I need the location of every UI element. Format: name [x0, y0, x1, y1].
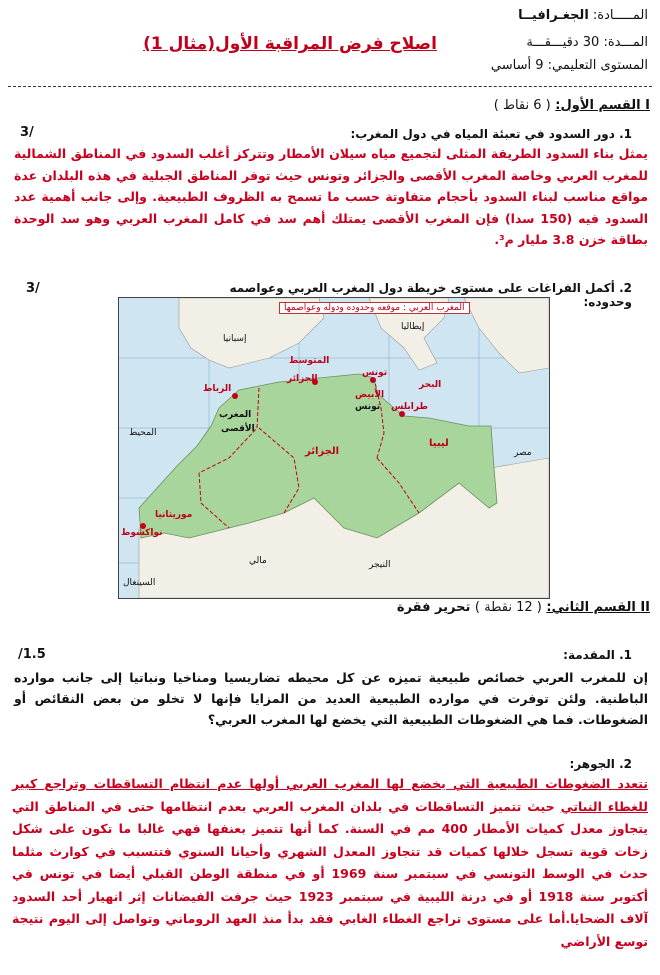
map-label-spain: إسبانيا: [223, 334, 247, 344]
part1-q2-score: 3/: [26, 281, 40, 296]
map-label-senegal: السينغال: [123, 578, 156, 588]
part1-heading: [350, 98, 650, 113]
part1-q1-label: 1. دور السدود في تعبئة المياه في دول المغرب:: [350, 127, 632, 141]
part1-q1-score: 3/: [20, 125, 34, 140]
subject-label: المـــــادة:: [592, 8, 648, 23]
map-label-niger: النيجر: [369, 560, 391, 570]
part2-heading-text: II القسم الثاني:: [546, 600, 650, 615]
map-label-morocco-2: الأقصى: [221, 424, 255, 434]
map-label-tunisia: تونس: [355, 402, 381, 412]
part2-q1-label: 1. المقدمة:: [563, 648, 632, 662]
header-subject: [448, 8, 648, 23]
map-label-egypt: مصر: [514, 448, 532, 458]
balkans-land: [464, 298, 549, 373]
map-label-tunis-capital: تونس: [362, 368, 388, 378]
map-label-white-sea-1: البحر: [419, 380, 442, 390]
map-label-white-sea-2: الأبيض: [355, 390, 385, 400]
map-label-mali: مالي: [249, 556, 267, 566]
map-label-rabat: الرباط: [203, 384, 232, 394]
map-label-libya: ليبيا: [429, 438, 449, 449]
part1-heading-text: I القسم الأول:: [555, 98, 650, 113]
maghreb-map: [118, 297, 550, 599]
part2-q1-score: /1.5: [18, 647, 46, 662]
page-title: اصلاح فرض المراقبة الأول(مثال 1): [143, 34, 437, 54]
part2-points: ( 12 نقطة ): [474, 600, 542, 615]
map-title: المغرب العربي : موقعه وحدوده ودوله وعواصمها: [279, 302, 470, 314]
subject-value: الجغـرافيــا: [518, 8, 589, 23]
part1-q1-answer: يمثل بناء السدود الطريقة المثلى لتجميع مياه سيلان الأمطار وتتركز أغلب السدود في المناطق الشمالية للمغرب العربي وخاصة المغرب الأقصى والجزائر وتونس حيث توفر المناطق الجبلية في هذه البلدان عدة مواقع مناسب لبناء السدود بأحجام متفاوتة حسب ما تسمح به الظروف الطبيعية. وإلى جانب أهمية عدد السدود فيه (150 سدا) فإن المغرب الأقصى يمتلك أهم سد في كامل المغرب العربي وهو سد الوحدة بطاقة خزن 3.8 مليار م³.: [14, 146, 649, 247]
level-label: المستوى التعليمي:: [547, 58, 648, 73]
part2-task: تحرير فقرة: [396, 600, 471, 615]
part2-body-underlined: تتعدد الضغوطات الطبيعية التي يخضع لها المغرب العربي أولها عدم انتظام التساقطات وتراجع كبير للغطاء النباتي: [12, 776, 648, 814]
header-duration: [448, 35, 648, 50]
map-label-morocco-1: المغرب: [219, 410, 252, 420]
part1-points: ( 6 نقاط ): [493, 98, 551, 113]
map-label-mauritania: موريتانيا: [155, 510, 193, 520]
map-label-atlantic: المحيط: [129, 428, 157, 438]
duration-label: المـــدة:: [603, 35, 648, 50]
part2-body-rest: حيث تتميز التساقطات في بلدان المغرب العربي بعدم انتظامها حتى في المناطق التي يتجاوز معدل كميات الأمطار 400 مم في السنة. كما أنها تتميز بعنفها فهي غالبا ما تكون على شكل زخات قوية تسجل خلالها كميات قد تتجاوز المعدل الشهري وأحيانا السنوي فتتسبب في كوارث مثلما حدث في الوسط التونسي في سبتمبر سنة 1969 أو في منطقة الوطن القبلي أيضا في تونس في أكتوبر سنة 1918 أو في درنة الليبية في سبتمبر 1923 حيث جرفت الفيضانات إثر انهيار أحد السدود آلاف الضحايا.أما على مستوى تراجع الغطاء الغابي فقد بدأ منذ العهد الروماني وتواصل إلى اليوم نتيجة توسع الأراضي: [12, 798, 648, 949]
map-label-mediterranean: المتوسط: [289, 356, 330, 366]
duration-value: 30 دقيـــقـــة: [526, 35, 600, 50]
map-label-algeria: الجزائر: [305, 446, 340, 457]
header-level: [448, 58, 648, 73]
map-label-nouakchott: نواكشوط: [121, 528, 163, 538]
part2-heading: [290, 600, 650, 615]
part1-q2-label: 2. أكمل الفراغات على مستوى خريطة دول المغرب العربي وعواصمه وحدوده:: [229, 281, 632, 309]
map-label-italy: إيطاليا: [401, 322, 425, 332]
part2-q2-label: 2. الجوهر:: [569, 757, 632, 771]
header-divider: [8, 86, 652, 87]
map-label-algiers: الجزائر: [287, 374, 318, 384]
map-label-tripoli: طرابلس: [391, 402, 428, 412]
part2-intro: إن للمغرب العربي خصائص طبيعية تميزه عن كل محيطه تضاريسيا ومناخيا ونباتيا إلى جانب موارده الباطنية. ولئن توفرت في موارده الطبيعية العديد من المزايا فإنها لا تخلو من بعض النقائص أو الضغوطات. فما هي الضغوطات الطبيعية التي يخضع لها المغرب العربي؟: [14, 670, 648, 727]
part2-body: [12, 773, 648, 953]
level-value: 9 أساسي: [490, 58, 544, 73]
